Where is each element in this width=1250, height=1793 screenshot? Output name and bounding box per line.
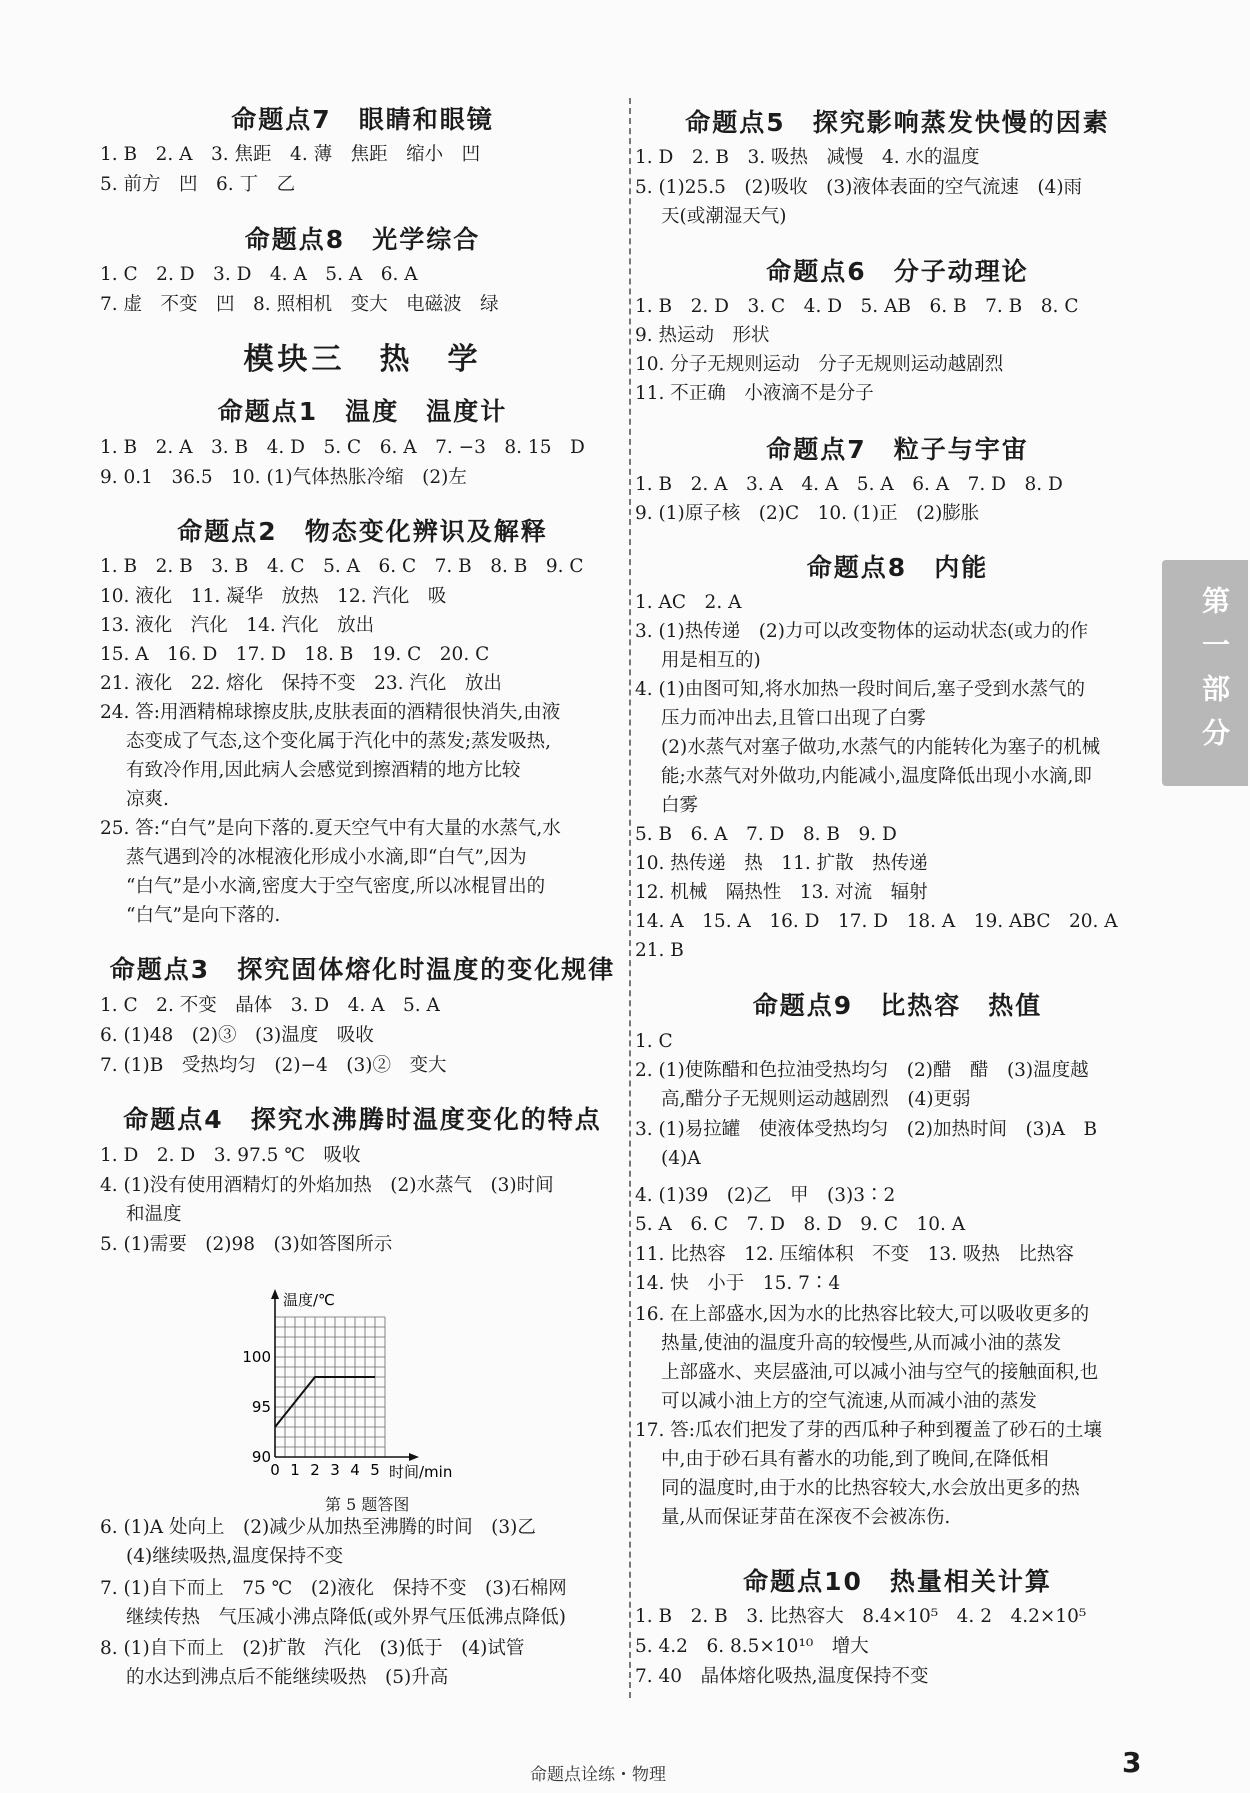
answer-line: “白气”是向下落的. [126,905,281,926]
answer-line: 1. B 2. D 3. C 4. D 5. AB 6. B 7. B 8. C [635,296,1079,317]
figure-caption: 第 5 题答图 [325,1495,410,1514]
answer-line: 6. (1)48 (2)③ (3)温度 吸收 [100,1025,374,1046]
answer-line: 1. AC 2. A [635,592,742,613]
answer-line: 7. 虚 不变 凹 8. 照相机 变大 电磁波 绿 [100,294,499,315]
answer-line: 10. 分子无规则运动 分子无规则运动越剧烈 [635,354,1004,375]
answer-line: 7. (1)B 受热均匀 (2)−4 (3)② 变大 [100,1055,447,1076]
answer-line: 24. 答:用酒精棉球擦皮肤,皮肤表面的酒精很快消失,由液 [100,702,561,723]
answer-line: 5. 4.2 6. 8.5×10¹⁰ 增大 [635,1636,869,1657]
answer-line: 1. B 2. A 3. A 4. A 5. A 6. A 7. D 8. D [635,474,1063,495]
y-tick-label: 100 [242,1348,271,1366]
answer-line: 14. 快 小于 15. 7∶4 [635,1273,841,1294]
answer-line: 3. (1)热传递 (2)力可以改变物体的运动状态(或力的作 [635,621,1089,642]
answer-line: 13. 液化 汽化 14. 汽化 放出 [100,615,375,636]
answer-line: 压力而冲出去,且管口出现了白雾 [661,708,926,729]
answer-line: 用是相互的) [661,650,761,671]
section-title: 命题点8 光学综合 [244,225,481,254]
answer-line: 可以减小油上方的空气流速,从而减小油的蒸发 [661,1391,1037,1412]
answer-line: 上部盛水、夹层盛油,可以减小油与空气的接触面积,也 [661,1362,1099,1383]
answer-line: 2. (1)使陈醋和色拉油受热均匀 (2)醋 醋 (3)温度越 [635,1060,1089,1081]
answer-line: 和温度 [126,1204,182,1225]
answer-line: 1. D 2. B 3. 吸热 减慢 4. 水的温度 [635,147,980,168]
answer-line: 4. (1)由图可知,将水加热一段时间后,塞子受到水蒸气的 [635,679,1085,700]
x-axis-label: 时间/min [389,1463,453,1481]
section-title: 命题点6 分子动理论 [766,257,1029,286]
answer-line: 高,醋分子无规则运动越剧烈 (4)更弱 [661,1089,971,1110]
x-tick-label: 2 [310,1461,320,1479]
answer-line: 白雾 [661,795,699,816]
answer-line: 16. 在上部盛水,因为水的比热容比较大,可以吸收更多的 [635,1304,1090,1325]
answer-line: 14. A 15. A 16. D 17. D 18. A 19. ABC 20. A [635,911,1118,932]
answer-line: 21. 液化 22. 熔化 保持不变 23. 汽化 放出 [100,673,502,694]
answer-line: 中,由于砂石具有蓄水的功能,到了晚间,在降低相 [661,1449,1049,1470]
answer-line: 8. (1)自下而上 (2)扩散 汽化 (3)低于 (4)试管 [100,1638,525,1659]
answer-line: 热量,使油的温度升高的较慢些,从而减小油的蒸发 [661,1333,1062,1354]
answer-line: 15. A 16. D 17. D 18. B 19. C 20. C [100,644,490,665]
answer-line: 11. 不正确 小液滴不是分子 [635,383,874,404]
section-title: 命题点4 探究水沸腾时温度变化的特点 [123,1105,602,1134]
answer-line: 9. 热运动 形状 [635,325,770,346]
answer-line: 12. 机械 隔热性 13. 对流 辐射 [635,882,928,903]
answer-line: 量,从而保证芽苗在深夜不会被冻伤. [661,1507,951,1528]
y-tick-label: 95 [251,1398,271,1416]
answer-line: 5. (1)需要 (2)98 (3)如答图所示 [100,1234,393,1255]
answer-line: 5. (1)25.5 (2)吸收 (3)液体表面的空气流速 (4)雨 [635,177,1083,198]
answer-line: 21. B [635,940,684,961]
answer-line: 1. B 2. B 3. 比热容大 8.4×10⁵ 4. 2 4.2×10⁵ [635,1606,1087,1627]
answer-line: 态变成了气态,这个变化属于汽化中的蒸发;蒸发吸热, [126,731,551,752]
answer-line: 3. (1)易拉罐 使液体受热均匀 (2)加热时间 (3)A B [635,1119,1098,1140]
answer-line: 9. 0.1 36.5 10. (1)气体热胀冷缩 (2)左 [100,467,467,488]
answer-line: 1. B 2. A 3. 焦距 4. 薄 焦距 缩小 凹 [100,144,481,165]
section-title: 命题点3 探究固体熔化时温度的变化规律 [109,955,616,984]
x-tick-label: 1 [290,1461,300,1479]
answer-line: 能;水蒸气对外做功,内能减小,温度降低出现小水滴,即 [661,766,1092,787]
answer-line: 5. A 6. C 7. D 8. D 9. C 10. A [635,1214,966,1235]
answer-line: 4. (1)39 (2)乙 甲 (3)3∶2 [635,1185,896,1206]
answer-line: 5. 前方 凹 6. 丁 乙 [100,174,296,195]
section-title: 模块三 热 学 [243,342,482,377]
answer-line: 的水达到沸点后不能继续吸热 (5)升高 [126,1667,449,1688]
answer-line: 5. B 6. A 7. D 8. B 9. D [635,824,897,845]
answer-line: 天(或潮湿天气) [661,206,787,227]
section-title: 命题点1 温度 温度计 [217,397,508,426]
answer-line: 同的温度时,由于水的比热容较大,水会放出更多的热 [661,1478,1080,1499]
x-tick-label: 5 [370,1461,380,1479]
section-title: 命题点10 热量相关计算 [743,1567,1052,1596]
answer-line: 蒸气遇到冷的冰棍液化形成小水滴,即“白气”,因为 [126,847,527,868]
x-tick-label: 3 [330,1461,340,1479]
section-title: 命题点7 眼睛和眼镜 [231,105,494,134]
answer-line: 1. B 2. B 3. B 4. C 5. A 6. C 7. B 8. B 9. C [100,556,584,577]
answer-line: 4. (1)没有使用酒精灯的外焰加热 (2)水蒸气 (3)时间 [100,1175,554,1196]
answer-line: 7. 40 晶体熔化吸热,温度保持不变 [635,1666,929,1687]
answer-line: 6. (1)A 处向上 (2)减少从加热至沸腾的时间 (3)乙 [100,1517,536,1538]
answer-line: 7. (1)自下而上 75 ℃ (2)液化 保持不变 (3)石棉网 [100,1578,567,1599]
answer-line: 1. C 2. D 3. D 4. A 5. A 6. A [100,264,418,285]
side-tab [1162,560,1248,786]
x-axis-arrow [409,1453,419,1461]
answer-line: 11. 比热容 12. 压缩体积 不变 13. 吸热 比热容 [635,1244,1074,1265]
answer-line: 1. B 2. A 3. B 4. D 5. C 6. A 7. −3 8. 15 D [100,437,585,458]
answer-line: (2)水蒸气对塞子做功,水蒸气的内能转化为塞子的机械 [661,737,1101,758]
page-number: 3 [1122,1746,1142,1779]
section-title: 命题点9 比热容 热值 [752,991,1043,1020]
x-tick-label: 4 [350,1461,360,1479]
answer-line: “白气”是小水滴,密度大于空气密度,所以冰棍冒出的 [126,876,546,897]
answer-line: (4)继续吸热,温度保持不变 [126,1546,344,1567]
answer-line: 有致冷作用,因此病人会感觉到擦酒精的地方比较 [126,760,521,781]
answer-line: (4)A [661,1148,701,1169]
section-title: 命题点7 粒子与宇宙 [766,435,1029,464]
boiling-temperature-chart [240,1272,570,1510]
section-title: 命题点5 探究影响蒸发快慢的因素 [685,108,1110,137]
section-title: 命题点8 内能 [806,553,989,582]
answer-line: 25. 答:“白气”是向下落的.夏天空气中有大量的水蒸气,水 [100,818,561,839]
answer-line: 10. 热传递 热 11. 扩散 热传递 [635,853,928,874]
section-title: 命题点2 物态变化辨识及解释 [177,517,548,546]
answer-line: 9. (1)原子核 (2)C 10. (1)正 (2)膨胀 [635,503,980,524]
y-tick-label: 90 [251,1448,271,1466]
answer-line: 凉爽. [126,789,169,810]
y-axis-arrow [271,1289,279,1299]
side-tab-label: 第一部分 [1198,586,1231,762]
footer-text: 命题点诠练・物理 [530,1765,666,1785]
answer-line: 17. 答:瓜农们把发了芽的西瓜种子种到覆盖了砂石的土壤 [635,1420,1103,1441]
answer-line: 继续传热 气压减小沸点降低(或外界气压低沸点降低) [126,1607,566,1628]
answer-line: 1. C [635,1031,673,1052]
column-divider [629,98,631,1698]
answer-line: 10. 液化 11. 凝华 放热 12. 汽化 吸 [100,586,447,607]
x-tick-label: 0 [270,1461,280,1479]
answer-line: 1. D 2. D 3. 97.5 ℃ 吸收 [100,1145,361,1166]
y-axis-label: 温度/℃ [283,1291,335,1309]
answer-line: 1. C 2. 不变 晶体 3. D 4. A 5. A [100,995,440,1016]
